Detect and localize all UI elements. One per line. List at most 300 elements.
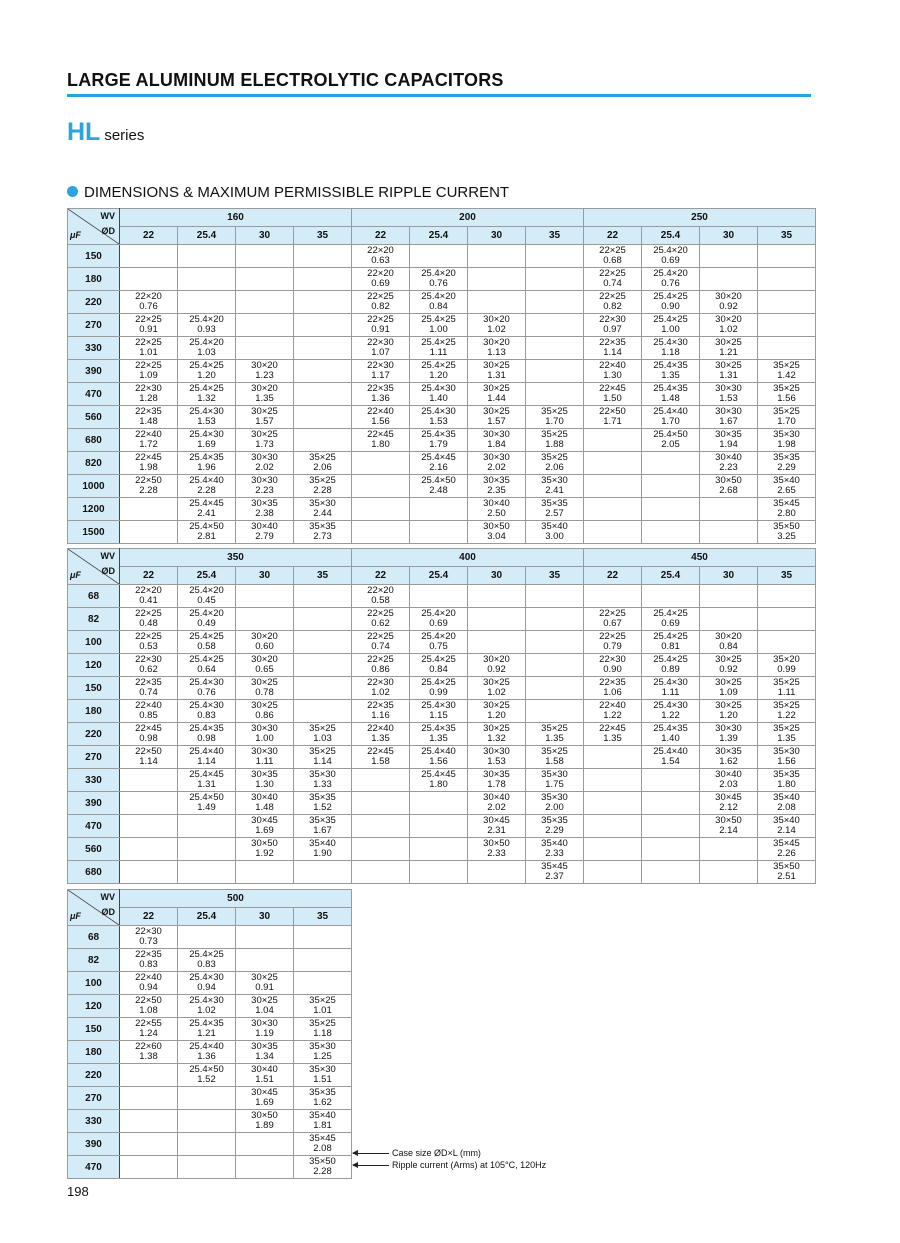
spec-cell	[700, 429, 758, 452]
case-size-value: 35×40	[309, 838, 336, 849]
empty-cell	[642, 815, 700, 838]
ripple-current-value: 1.81	[313, 1120, 332, 1131]
case-size-value: 35×25	[309, 995, 336, 1006]
spec-cell	[236, 1110, 294, 1133]
case-size-value: 25.4×40	[653, 406, 688, 417]
case-size-value: 30×40	[715, 452, 742, 463]
ripple-current-value: 1.51	[313, 1074, 332, 1085]
case-size-value: 35×40	[773, 815, 800, 826]
spec-cell	[410, 723, 468, 746]
case-size-value: 25.4×30	[189, 972, 224, 983]
ripple-current-value: 1.44	[487, 393, 506, 404]
empty-cell	[294, 631, 352, 654]
table-row	[68, 700, 816, 723]
ripple-current-value: 1.02	[197, 1005, 216, 1016]
capacitance-cell: 560	[68, 406, 120, 429]
ripple-current-value: 1.98	[777, 439, 796, 450]
case-size-value: 22×55	[135, 1018, 162, 1029]
case-size-value: 25.4×50	[189, 792, 224, 803]
spec-cell	[700, 723, 758, 746]
capacitance-cell: 220	[68, 723, 120, 746]
empty-cell	[700, 861, 758, 884]
case-size-value: 30×25	[483, 406, 510, 417]
spec-cell	[700, 337, 758, 360]
empty-cell	[178, 926, 236, 949]
ripple-current-value: 1.53	[197, 416, 216, 427]
spec-cell	[352, 314, 410, 337]
ripple-current-value: 1.17	[371, 370, 390, 381]
case-size-value: 22×25	[599, 291, 626, 302]
spec-cell	[236, 1087, 294, 1110]
ripple-current-value: 2.12	[719, 802, 738, 813]
empty-cell	[700, 608, 758, 631]
case-size-value: 22×40	[135, 972, 162, 983]
case-size-value: 25.4×35	[421, 429, 456, 440]
ripple-current-value: 1.53	[719, 393, 738, 404]
spec-cell	[294, 1087, 352, 1110]
empty-cell	[468, 245, 526, 268]
legend-case-size-text: Case size ØD×L (mm)	[392, 1148, 481, 1158]
ripple-current-value: 1.11	[777, 687, 796, 698]
table-row	[68, 815, 816, 838]
case-size-value: 30×25	[483, 677, 510, 688]
case-size-value: 22×35	[367, 383, 394, 394]
spec-cell	[352, 677, 410, 700]
ripple-current-value: 1.14	[139, 756, 158, 767]
case-size-value: 22×50	[135, 475, 162, 486]
case-size-value: 22×30	[135, 383, 162, 394]
ripple-current-value: 0.84	[719, 641, 738, 652]
case-size-value: 25.4×30	[421, 406, 456, 417]
empty-cell	[294, 291, 352, 314]
ripple-current-value: 1.13	[487, 347, 506, 358]
case-size-value: 35×45	[773, 498, 800, 509]
case-size-value: 30×25	[715, 700, 742, 711]
capacitance-cell: 270	[68, 746, 120, 769]
capacitance-cell: 680	[68, 429, 120, 452]
spec-cell	[120, 677, 178, 700]
ripple-current-value: 1.30	[255, 779, 274, 790]
empty-cell	[178, 1087, 236, 1110]
case-size-value: 30×40	[251, 792, 278, 803]
ripple-current-value: 1.08	[139, 1005, 158, 1016]
ripple-current-value: 0.63	[371, 255, 390, 266]
spec-cell	[294, 1018, 352, 1041]
table-corner-header	[68, 209, 120, 245]
spec-cell	[758, 861, 816, 884]
capacitance-cell: 820	[68, 452, 120, 475]
case-size-value: 35×25	[541, 452, 568, 463]
spec-cell	[120, 700, 178, 723]
spec-cell	[584, 608, 642, 631]
case-size-value: 30×25	[715, 654, 742, 665]
case-size-value: 30×25	[251, 972, 278, 983]
spec-cell	[700, 291, 758, 314]
ripple-current-value: 0.82	[371, 301, 390, 312]
table-row	[68, 383, 816, 406]
ripple-current-value: 0.93	[197, 324, 216, 335]
ripple-current-value: 0.91	[255, 982, 274, 993]
spec-cell	[410, 429, 468, 452]
case-size-value: 25.4×30	[189, 700, 224, 711]
spec-cell	[584, 677, 642, 700]
ripple-current-value: 0.91	[139, 324, 158, 335]
empty-cell	[294, 268, 352, 291]
ripple-current-value: 0.49	[197, 618, 216, 629]
empty-cell	[294, 429, 352, 452]
ripple-current-value: 1.20	[719, 710, 738, 721]
case-size-value: 30×50	[483, 838, 510, 849]
empty-cell	[352, 452, 410, 475]
spec-cell	[642, 268, 700, 291]
empty-cell	[294, 314, 352, 337]
spec-cell	[584, 406, 642, 429]
ripple-current-value: 1.25	[313, 1051, 332, 1062]
case-size-value: 30×25	[251, 995, 278, 1006]
empty-cell	[236, 926, 294, 949]
spec-cell	[584, 383, 642, 406]
empty-cell	[642, 792, 700, 815]
ripple-current-value: 2.14	[777, 825, 796, 836]
spec-cell	[468, 521, 526, 544]
ripple-current-value: 1.69	[197, 439, 216, 450]
spec-cell	[236, 677, 294, 700]
arrow-left-icon	[353, 1165, 389, 1166]
ripple-current-value: 3.25	[777, 531, 796, 542]
case-size-value: 30×40	[483, 498, 510, 509]
case-size-value: 35×25	[773, 360, 800, 371]
empty-cell	[120, 1064, 178, 1087]
ripple-current-value: 1.02	[371, 687, 390, 698]
spec-cell	[410, 268, 468, 291]
ripple-current-value: 1.94	[719, 439, 738, 450]
diameter-header: 35	[526, 227, 584, 245]
empty-cell	[294, 360, 352, 383]
ripple-current-value: 1.79	[429, 439, 448, 450]
spec-cell	[526, 838, 584, 861]
case-size-value: 35×35	[309, 815, 336, 826]
ripple-current-value: 1.36	[197, 1051, 216, 1062]
case-size-value: 25.4×35	[653, 723, 688, 734]
empty-cell	[294, 585, 352, 608]
case-size-value: 35×30	[309, 1041, 336, 1052]
capacitance-cell: 68	[68, 585, 120, 608]
ripple-current-value: 0.64	[197, 664, 216, 675]
spec-cell	[178, 700, 236, 723]
empty-cell	[352, 521, 410, 544]
case-size-value: 25.4×30	[189, 406, 224, 417]
ripple-current-value: 0.99	[777, 664, 796, 675]
capacitance-cell: 180	[68, 268, 120, 291]
ripple-current-value: 0.99	[429, 687, 448, 698]
empty-cell	[526, 585, 584, 608]
spec-cell	[584, 245, 642, 268]
voltage-header: 250	[584, 209, 816, 227]
ripple-current-value: 1.84	[487, 439, 506, 450]
case-size-value: 35×25	[309, 475, 336, 486]
case-size-value: 30×25	[483, 700, 510, 711]
ripple-current-value: 1.50	[603, 393, 622, 404]
case-size-value: 30×20	[715, 631, 742, 642]
spec-cell	[294, 995, 352, 1018]
empty-cell	[410, 585, 468, 608]
case-size-value: 25.4×25	[653, 608, 688, 619]
spec-cell	[120, 1041, 178, 1064]
empty-cell	[642, 498, 700, 521]
ripple-current-value: 1.53	[429, 416, 448, 427]
spec-cell	[700, 677, 758, 700]
capacitance-cell: 560	[68, 838, 120, 861]
spec-cell	[468, 654, 526, 677]
spec-cell	[758, 360, 816, 383]
ripple-current-value: 0.62	[139, 664, 158, 675]
ripple-current-value: 1.01	[139, 347, 158, 358]
ripple-current-value: 0.98	[139, 733, 158, 744]
spec-cell	[294, 838, 352, 861]
spec-cell	[642, 654, 700, 677]
case-size-value: 30×25	[251, 677, 278, 688]
spec-cell	[526, 475, 584, 498]
empty-cell	[584, 815, 642, 838]
wv-label: WV	[100, 892, 115, 902]
capacitance-cell: 1000	[68, 475, 120, 498]
empty-cell	[468, 291, 526, 314]
case-size-value: 25.4×35	[189, 452, 224, 463]
empty-cell	[352, 815, 410, 838]
table-row	[68, 452, 816, 475]
case-size-value: 35×45	[309, 1133, 336, 1144]
empty-cell	[178, 838, 236, 861]
empty-cell	[584, 769, 642, 792]
spec-cell	[352, 631, 410, 654]
ripple-current-value: 1.80	[777, 779, 796, 790]
case-size-value: 22×20	[135, 585, 162, 596]
spec-cell	[178, 337, 236, 360]
spec-cell	[352, 245, 410, 268]
case-size-value: 22×45	[367, 746, 394, 757]
ripple-current-value: 1.89	[255, 1120, 274, 1131]
diameter-header: 22	[352, 227, 410, 245]
case-size-value: 30×50	[715, 815, 742, 826]
case-size-value: 25.4×40	[421, 746, 456, 757]
spec-cell	[178, 383, 236, 406]
case-size-value: 35×50	[773, 861, 800, 872]
case-size-value: 22×30	[135, 926, 162, 937]
voltage-header: 200	[352, 209, 584, 227]
empty-cell	[294, 245, 352, 268]
ripple-current-value: 2.08	[313, 1143, 332, 1154]
empty-cell	[700, 245, 758, 268]
case-size-value: 30×30	[251, 452, 278, 463]
table-row	[68, 861, 816, 884]
ripple-current-value: 1.78	[487, 779, 506, 790]
capacitance-cell: 180	[68, 700, 120, 723]
empty-cell	[526, 337, 584, 360]
spec-cell	[178, 972, 236, 995]
ripple-current-value: 0.74	[603, 278, 622, 289]
empty-cell	[526, 360, 584, 383]
capacitance-cell: 100	[68, 631, 120, 654]
empty-cell	[120, 268, 178, 291]
page-title: LARGE ALUMINUM ELECTROLYTIC CAPACITORS	[67, 70, 504, 90]
spec-cell	[410, 383, 468, 406]
ripple-current-value: 0.76	[197, 687, 216, 698]
spec-cell	[410, 631, 468, 654]
spec-cell	[236, 723, 294, 746]
spec-cell	[700, 475, 758, 498]
empty-cell	[120, 815, 178, 838]
case-size-value: 25.4×20	[421, 268, 456, 279]
spec-cell	[526, 406, 584, 429]
ripple-current-value: 1.69	[255, 1097, 274, 1108]
ripple-current-value: 2.29	[545, 825, 564, 836]
ripple-current-value: 0.69	[429, 618, 448, 629]
ripple-current-value: 2.81	[197, 531, 216, 542]
diameter-label: ØD	[101, 226, 115, 236]
case-size-value: 35×35	[309, 792, 336, 803]
ripple-current-value: 1.40	[429, 393, 448, 404]
ripple-current-value: 1.92	[255, 848, 274, 859]
case-size-value: 22×35	[135, 677, 162, 688]
series-title	[67, 118, 144, 147]
spec-cell	[120, 585, 178, 608]
ripple-current-value: 1.31	[197, 779, 216, 790]
table-corner-header	[68, 890, 120, 926]
table-row	[68, 314, 816, 337]
case-size-value: 30×30	[715, 723, 742, 734]
ripple-current-value: 2.33	[545, 848, 564, 859]
ripple-current-value: 1.67	[719, 416, 738, 427]
case-size-value: 35×25	[773, 700, 800, 711]
spec-cell	[294, 1064, 352, 1087]
case-size-value: 35×25	[773, 406, 800, 417]
empty-cell	[468, 585, 526, 608]
empty-cell	[236, 245, 294, 268]
spec-cell	[642, 746, 700, 769]
spec-cell	[178, 608, 236, 631]
spec-cell	[120, 360, 178, 383]
spec-cell	[758, 429, 816, 452]
ripple-current-value: 1.28	[139, 393, 158, 404]
spec-cell	[526, 861, 584, 884]
spec-cell	[178, 521, 236, 544]
case-size-value: 30×50	[715, 475, 742, 486]
table-row	[68, 406, 816, 429]
capacitance-cell: 470	[68, 1156, 120, 1179]
ripple-current-value: 1.20	[487, 710, 506, 721]
spec-cell	[410, 291, 468, 314]
ripple-current-value: 1.80	[429, 779, 448, 790]
case-size-value: 25.4×20	[189, 585, 224, 596]
case-size-value: 22×25	[135, 608, 162, 619]
ripple-current-value: 0.58	[371, 595, 390, 606]
spec-cell	[410, 608, 468, 631]
empty-cell	[178, 861, 236, 884]
spec-cell	[294, 1110, 352, 1133]
ripple-current-value: 2.28	[313, 1166, 332, 1177]
spec-cell	[700, 792, 758, 815]
diameter-header: 30	[236, 227, 294, 245]
spec-cell	[294, 521, 352, 544]
case-size-value: 30×30	[483, 452, 510, 463]
case-size-value: 30×35	[715, 746, 742, 757]
case-size-value: 30×20	[251, 360, 278, 371]
spec-cell	[236, 815, 294, 838]
ripple-current-value: 0.85	[139, 710, 158, 721]
case-size-value: 35×35	[309, 1087, 336, 1098]
spec-cell	[758, 700, 816, 723]
ripple-current-value: 1.21	[719, 347, 738, 358]
diameter-header: 30	[236, 908, 294, 926]
spec-cell	[236, 746, 294, 769]
empty-cell	[178, 1156, 236, 1179]
case-size-value: 25.4×20	[189, 314, 224, 325]
ripple-current-value: 1.23	[255, 370, 274, 381]
empty-cell	[120, 521, 178, 544]
spec-cell	[468, 498, 526, 521]
ripple-current-value: 0.86	[255, 710, 274, 721]
ripple-current-value: 1.49	[197, 802, 216, 813]
spec-cell	[700, 700, 758, 723]
spec-cell	[178, 654, 236, 677]
case-size-value: 30×20	[483, 314, 510, 325]
spec-cell	[642, 631, 700, 654]
diameter-label: ØD	[101, 566, 115, 576]
series-word: series	[104, 127, 145, 144]
ripple-current-value: 1.30	[603, 370, 622, 381]
diameter-header: 25.4	[642, 567, 700, 585]
case-size-value: 30×25	[251, 429, 278, 440]
ripple-current-value: 1.07	[371, 347, 390, 358]
spec-cell	[178, 360, 236, 383]
voltage-header: 160	[120, 209, 352, 227]
spec-cell	[294, 723, 352, 746]
case-size-value: 35×30	[309, 1064, 336, 1075]
empty-cell	[584, 429, 642, 452]
ripple-current-value: 0.90	[603, 664, 622, 675]
capacitance-cell: 330	[68, 769, 120, 792]
spec-cell	[352, 746, 410, 769]
ripple-current-value: 0.74	[371, 641, 390, 652]
spec-cell	[352, 585, 410, 608]
empty-cell	[120, 838, 178, 861]
case-size-value: 25.4×25	[421, 314, 456, 325]
section-heading	[67, 184, 509, 201]
case-size-value: 35×20	[773, 654, 800, 665]
case-size-value: 22×60	[135, 1041, 162, 1052]
ripple-current-value: 1.15	[429, 710, 448, 721]
case-size-value: 25.4×35	[189, 1018, 224, 1029]
spec-cell	[236, 452, 294, 475]
spec-cell	[468, 838, 526, 861]
spec-cell	[178, 475, 236, 498]
empty-cell	[236, 337, 294, 360]
ripple-current-value: 2.23	[255, 485, 274, 496]
empty-cell	[294, 337, 352, 360]
table-row	[68, 268, 816, 291]
case-size-value: 35×35	[541, 498, 568, 509]
ripple-current-value: 2.28	[139, 485, 158, 496]
ripple-current-value: 2.31	[487, 825, 506, 836]
spec-cell	[526, 769, 584, 792]
case-size-value: 25.4×50	[189, 1064, 224, 1075]
ripple-current-value: 1.00	[255, 733, 274, 744]
capacitance-cell: 68	[68, 926, 120, 949]
case-size-value: 22×25	[599, 268, 626, 279]
case-size-value: 25.4×20	[653, 245, 688, 256]
case-size-value: 30×25	[715, 337, 742, 348]
case-size-value: 25.4×25	[421, 360, 456, 371]
